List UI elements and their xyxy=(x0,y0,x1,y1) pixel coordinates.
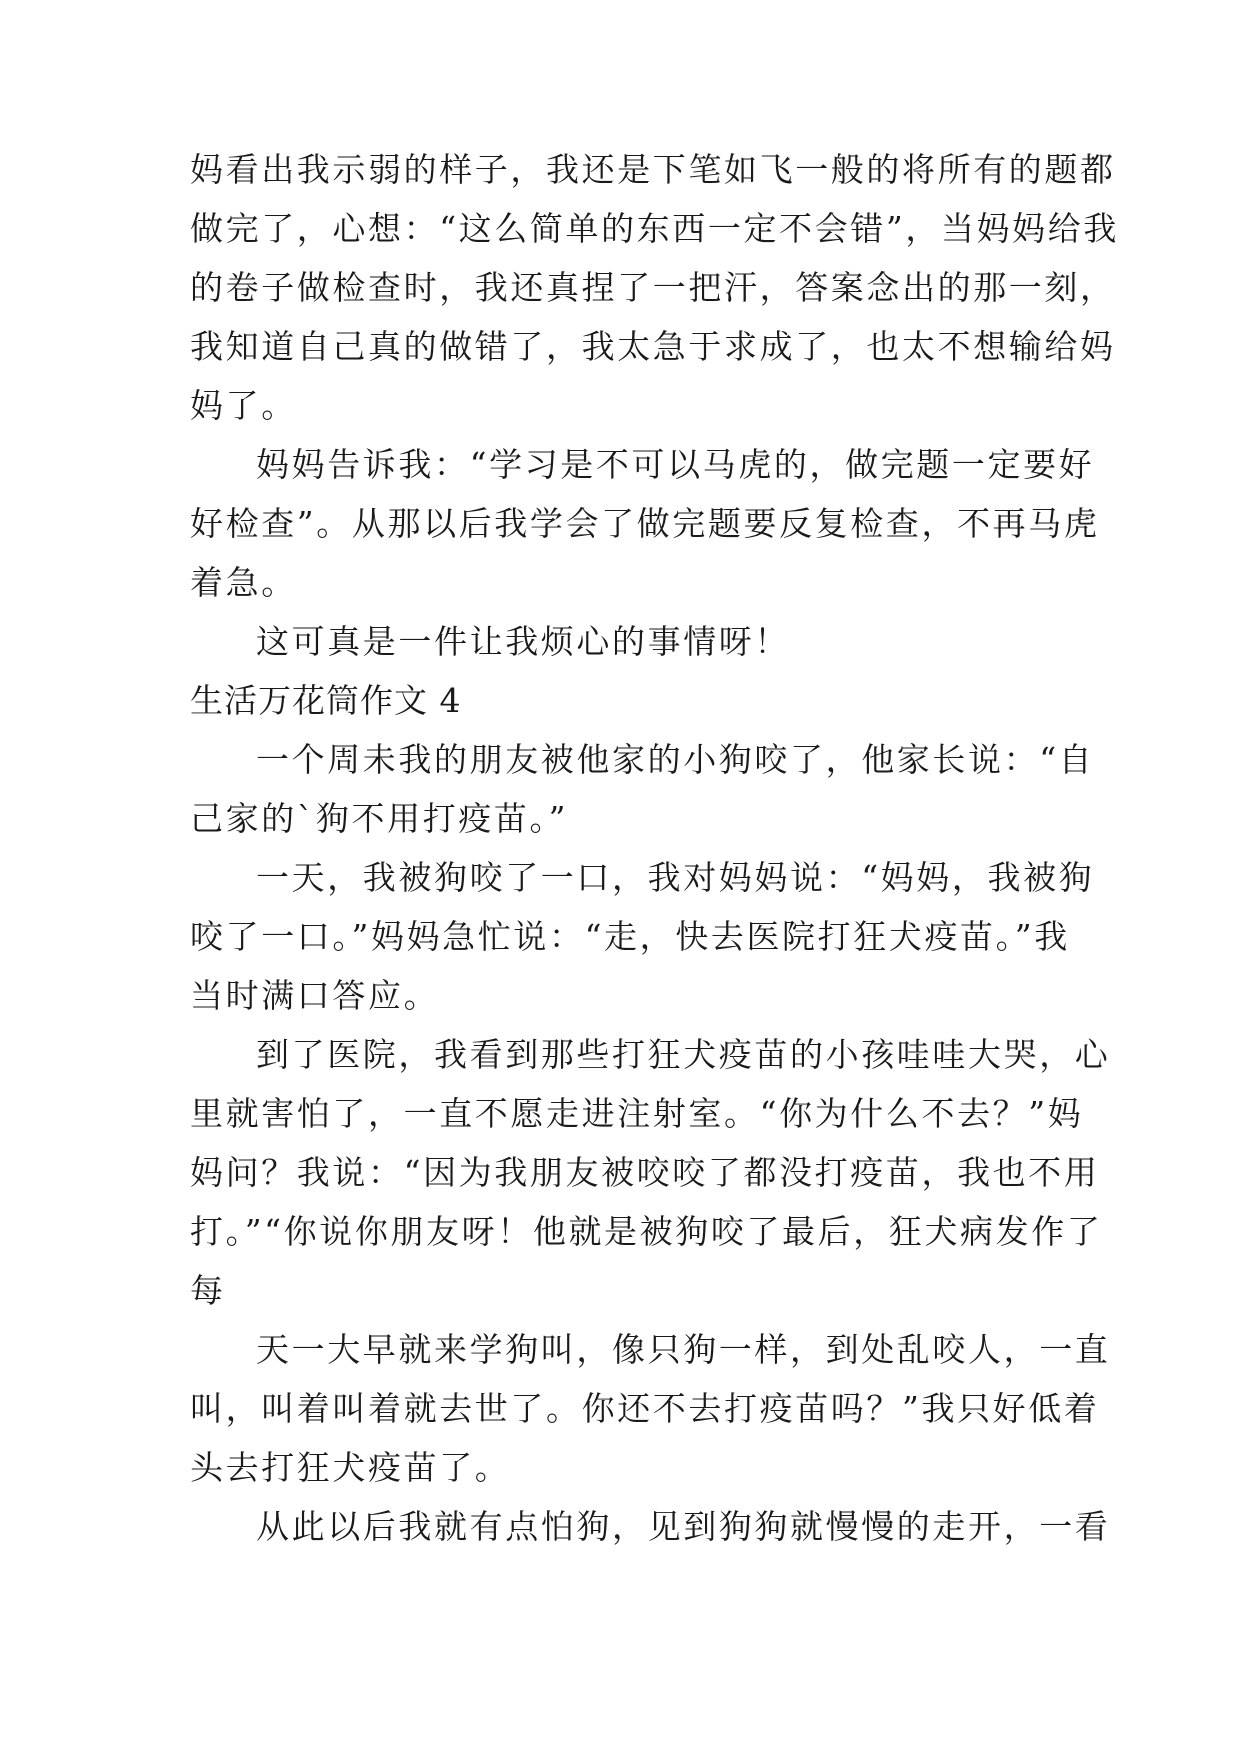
text-line: 一天，我被狗咬了一口，我对妈妈说：“妈妈，我被狗 xyxy=(256,858,1095,897)
text-line: 我知道自己真的做错了，我太急于求成了，也太不想输给妈 xyxy=(190,327,1116,366)
section-heading: 生活万花筒作文 4 xyxy=(190,681,462,720)
text-line: 的卷子做检查时，我还真捏了一把汗，答案念出的那一刻， xyxy=(190,268,1116,307)
text-line: 做完了，心想：“这么简单的东西一定不会错”，当妈妈给我 xyxy=(190,209,1119,248)
text-line: 妈看出我示弱的样子，我还是下笔如飞一般的将所有的题都 xyxy=(190,150,1116,189)
text-line: 里就害怕了，一直不愿走进注射室。“你为什么不去？”妈 xyxy=(190,1094,1084,1133)
text-line: 天一大早就来学狗叫，像只狗一样，到处乱咬人，一直 xyxy=(256,1330,1111,1369)
text-line: 每 xyxy=(190,1271,226,1310)
text-line: 妈妈告诉我：“学习是不可以马虎的，做完题一定要好 xyxy=(256,445,1095,484)
text-line: 好检查”。从那以后我学会了做完题要反复检查，不再马虎 xyxy=(190,504,1100,543)
text-line: 这可真是一件让我烦心的事情呀！ xyxy=(256,622,790,661)
text-line: 当时满口答应。 xyxy=(190,976,440,1015)
text-line: 妈了。 xyxy=(190,386,297,425)
text-line: 己家的`狗不用打疫苗。” xyxy=(190,799,569,838)
text-line: 妈问？我说：“因为我朋友被咬咬了都没打疫苗，我也不用 xyxy=(190,1153,1100,1192)
text-line: 叫，叫着叫着就去世了。你还不去打疫苗吗？”我只好低着 xyxy=(190,1389,1100,1428)
text-line: 着急。 xyxy=(190,563,297,602)
text-line: 从此以后我就有点怕狗，见到狗狗就慢慢的走开，一看 xyxy=(256,1507,1111,1546)
text-line: 头去打狂犬疫苗了。 xyxy=(190,1448,511,1487)
text-line: 打。”“你说你朋友呀！他就是被狗咬了最后，狂犬病发作了 xyxy=(190,1212,1103,1251)
text-line: 一个周未我的朋友被他家的小狗咬了，他家长说：“自 xyxy=(256,740,1095,779)
text-line: 咬了一口。”妈妈急忙说：“走，快去医院打狂犬疫苗。”我 xyxy=(190,917,1070,956)
text-line: 到了医院，我看到那些打狂犬疫苗的小孩哇哇大哭，心 xyxy=(256,1035,1111,1074)
